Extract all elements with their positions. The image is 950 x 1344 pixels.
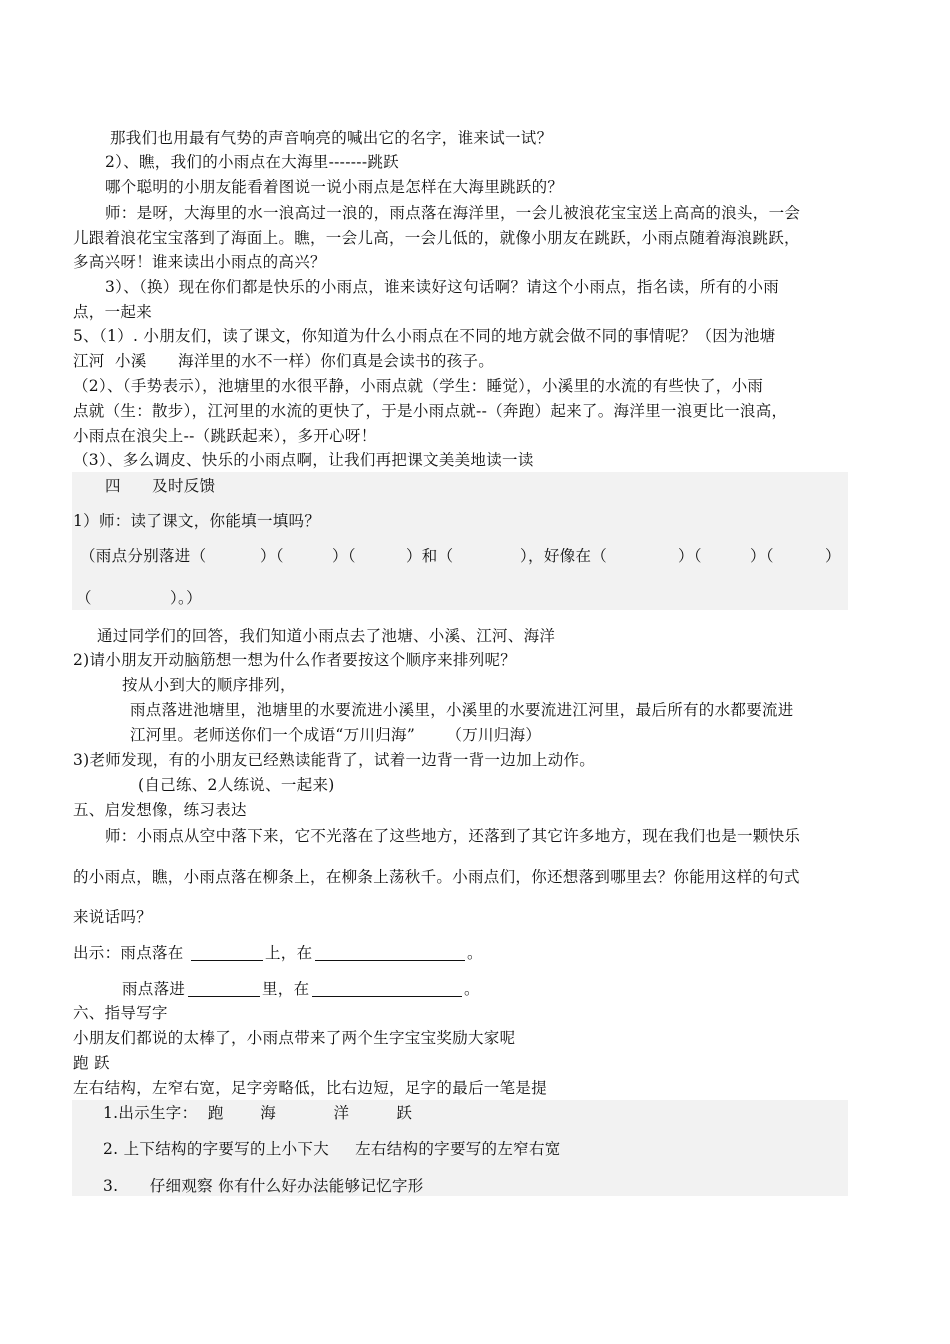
blank-line xyxy=(188,996,260,997)
fill-text: ），好像在（ xyxy=(520,547,608,565)
text-line: 来说话吗？ xyxy=(73,908,153,926)
text-line: 2. 上下结构的字要写的上小下大 左右结构的字要写的左窄右宽 xyxy=(103,1140,561,1158)
text-line: 哪个聪明的小朋友能看着图说一说小雨点是怎样在大海里跳跃的？ xyxy=(105,178,564,196)
text-line: (自己练、2人练说、一起来) xyxy=(138,776,335,794)
text-line: 1.出示生字： 跑 海 洋 跃 xyxy=(103,1104,413,1122)
text-line: 小雨点在浪尖上--（跳跃起来），多开心呀！ xyxy=(73,427,377,445)
fill-text: ）和（ xyxy=(406,547,454,565)
fill-text: （雨点分别落进（ xyxy=(80,547,207,565)
text-line: 3. 仔细观察 你有什么好办法能够记忆字形 xyxy=(103,1177,424,1195)
sentence-pattern-1 xyxy=(73,943,573,965)
text-line: 的小雨点，瞧，小雨点落在柳条上，在柳条上荡秋千。小雨点们，你还想落到哪里去？你能用这样的句式 xyxy=(73,868,800,886)
pattern-text: 出示：雨点落在 xyxy=(73,944,184,962)
text-line: 点就（生：散步），江河里的水流的更快了，于是小雨点就--（奔跑）起来了。海洋里一浪更比一浪高， xyxy=(73,402,788,420)
text-line: （3）、多么调皮、快乐的小雨点啊，让我们再把课文美美地读一读 xyxy=(73,451,534,469)
text-line: 雨点落进池塘里，池塘里的水要流进小溪里，小溪里的水要流进江河里，最后所有的水都要流进 xyxy=(130,701,794,719)
section-heading: 四 及时反馈 xyxy=(105,477,216,495)
fill-text: ）。） xyxy=(170,589,202,607)
pattern-text: 上，在 xyxy=(265,944,313,962)
text-line: 跑 跃 xyxy=(73,1054,110,1072)
fill-text: ）（ xyxy=(750,547,774,565)
pattern-text: 。 xyxy=(464,980,480,998)
pattern-text: 。 xyxy=(467,944,483,962)
text-line: 2)请小朋友开动脑筋想一想为什么作者要按这个顺序来排列呢？ xyxy=(73,651,517,669)
text-line: 多高兴呀！谁来读出小雨点的高兴？ xyxy=(73,253,326,271)
text-line: 5、（1）. 小朋友们，读了课文，你知道为什么小雨点在不同的地方就会做不同的事情呢？（因为池塘 xyxy=(73,327,776,345)
text-line: 江河里。老师送你们一个成语“万川归海” （万川归海） xyxy=(130,726,542,744)
text-line: 师：小雨点从空中落下来，它不光落在了这些地方，还落到了其它许多地方，现在我们也是一颗快乐 xyxy=(105,827,801,845)
fill-in-line-2 xyxy=(76,588,376,610)
text-line: 小朋友们都说的太棒了，小雨点带来了两个生字宝宝奖励大家呢 xyxy=(73,1029,516,1047)
text-line: 1）师：读了课文，你能填一填吗？ xyxy=(73,512,321,530)
text-line: 3）、（换）现在你们都是快乐的小雨点，谁来读好这句话啊？请这个小雨点，指名读，所有的小雨 xyxy=(105,278,780,296)
text-line: 2）、瞧，我们的小雨点在大海里-------跳跃 xyxy=(105,153,399,171)
fill-in-line xyxy=(80,546,840,568)
fill-text: （ xyxy=(76,589,92,607)
blank-line xyxy=(315,960,465,961)
blank-line xyxy=(191,960,263,961)
fill-text: ）（ xyxy=(260,547,284,565)
pattern-text: 里，在 xyxy=(262,980,310,998)
text-line: 3)老师发现，有的小朋友已经熟读能背了，试着一边背一背一边加上动作。 xyxy=(73,751,596,769)
fill-text: ）（ xyxy=(332,547,356,565)
pattern-text: 雨点落进 xyxy=(122,980,186,998)
text-line: 左右结构，左窄右宽，足字旁略低，比右边短，足字的最后一笔是提 xyxy=(73,1079,548,1097)
text-line: （2）、（手势表示），池塘里的水很平静，小雨点就（学生：睡觉），小溪里的水流的有些快了，小雨 xyxy=(73,377,764,395)
sentence-pattern-2 xyxy=(122,979,622,1001)
fill-text: ） xyxy=(825,547,841,565)
text-line: 江河 小溪 海洋里的水不一样）你们真是会读书的孩子。 xyxy=(73,352,495,370)
section-heading: 五、启发想像，练习表达 xyxy=(73,801,247,819)
section-heading: 六、指导写字 xyxy=(73,1004,168,1022)
text-line: 按从小到大的顺序排列， xyxy=(122,676,296,694)
text-line: 通过同学们的回答，我们知道小雨点去了池塘、小溪、江河、海洋 xyxy=(97,627,556,645)
blank-line xyxy=(312,996,462,997)
text-line: 儿跟着浪花宝宝落到了海面上。瞧，一会儿高，一会儿低的，就像小朋友在跳跃，小雨点随着海浪跳跃， xyxy=(73,229,800,247)
text-line: 点，一起来 xyxy=(73,303,153,321)
fill-text: ）（ xyxy=(678,547,702,565)
text-line: 那我们也用最有气势的声音响亮的喊出它的名字，谁来试一试？ xyxy=(110,129,553,147)
text-line: 师：是呀，大海里的水一浪高过一浪的，雨点落在海洋里，一会儿被浪花宝宝送上高高的浪头，一会 xyxy=(105,204,801,222)
